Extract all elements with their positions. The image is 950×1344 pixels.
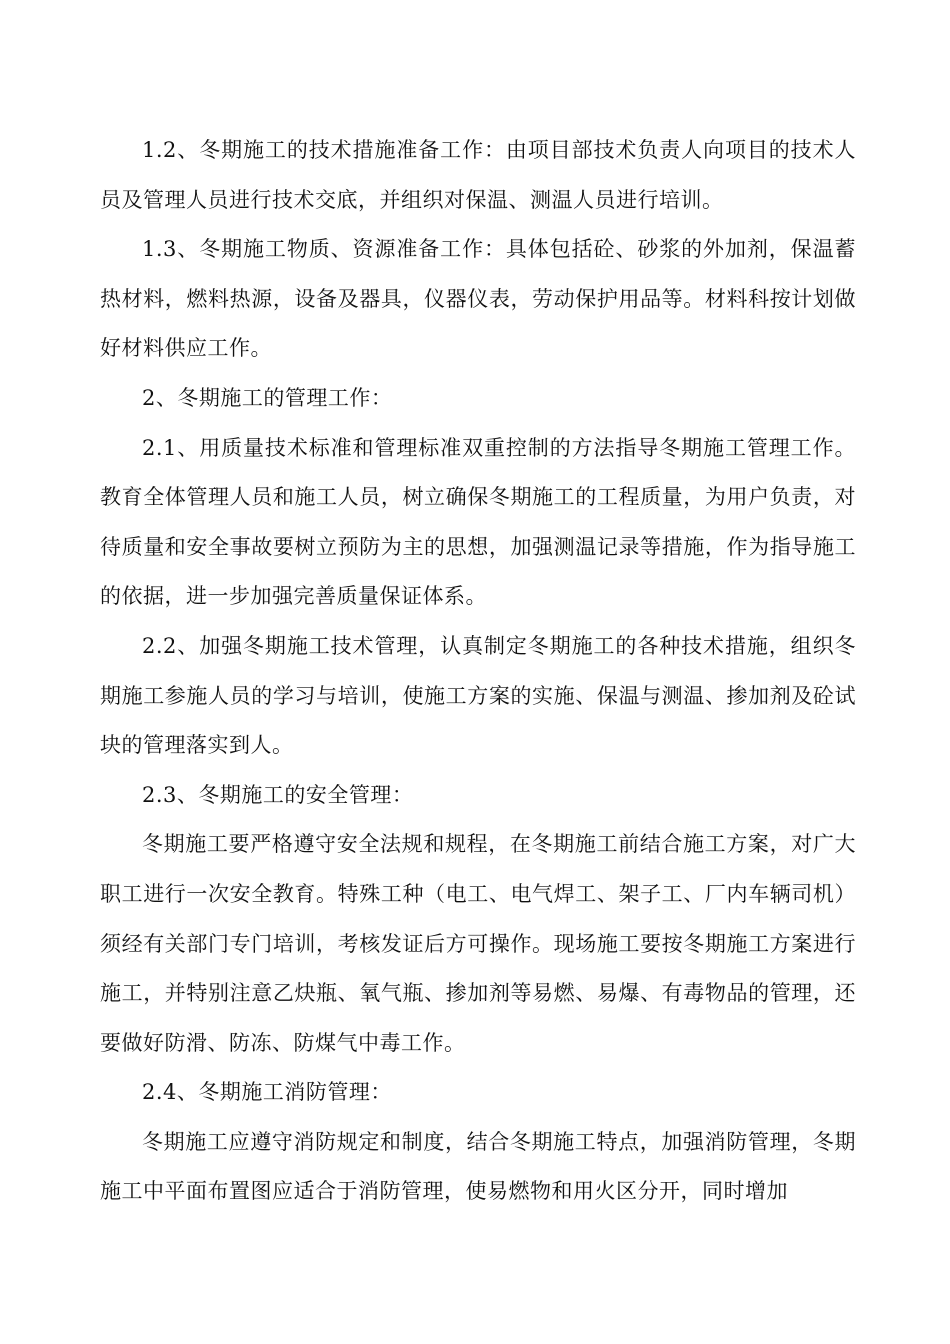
document-body [100, 126, 856, 1217]
paragraph-1-3: 1.3、冬期施工物质、资源准备工作：具体包括砼、砂浆的外加剂，保温蓄热材料，燃料热源，设备及器具，仪器仪表，劳动保护用品等。材料科按计划做好材料供应工作。 [100, 237, 856, 361]
paragraph-1-2: 1.2、冬期施工的技术措施准备工作：由项目部技术负责人向项目的技术人员及管理人员进行技术交底，并组织对保温、测温人员进行培训。 [100, 138, 856, 212]
paragraph-2-1: 2.1、用质量技术标准和管理标准双重控制的方法指导冬期施工管理工作。教育全体管理人员和施工人员，树立确保冬期施工的工程质量，为用户负责，对待质量和安全事故要树立预防为主的思想，加强测温记录等措施，作为指导施工的依据，进一步加强完善质量保证体系。 [100, 435, 856, 609]
heading-2: 2、冬期施工的管理工作： [142, 385, 393, 410]
paragraph-2-2: 2.2、加强冬期施工技术管理，认真制定冬期施工的各种技术措施，组织冬期施工参施人员的学习与培训，使施工方案的实施、保温与测温、掺加剂及砼试块的管理落实到人。 [100, 633, 856, 758]
paragraph-safety: 冬期施工要严格遵守安全法规和规程，在冬期施工前结合施工方案，对广大职工进行一次安全教育。特殊工种（电工、电气焊工、架子工、厂内车辆司机）须经有关部门专门培训，考核发证后方可操作。现场施工要按冬期施工方案进行施工，并特别注意乙炔瓶、氧气瓶、掺加剂等易燃、易爆、有毒物品的管理，还要做好防滑、防冻、防煤气中毒工作。 [100, 832, 856, 1055]
heading-2-3: 2.3、冬期施工的安全管理： [142, 782, 414, 807]
heading-2-4: 2.4、冬期施工消防管理： [142, 1080, 392, 1105]
paragraph-fire: 冬期施工应遵守消防规定和制度，结合冬期施工特点，加强消防管理，冬期施工中平面布置图应适合于消防管理，使易燃物和用火区分开，同时增加 [100, 1129, 856, 1204]
